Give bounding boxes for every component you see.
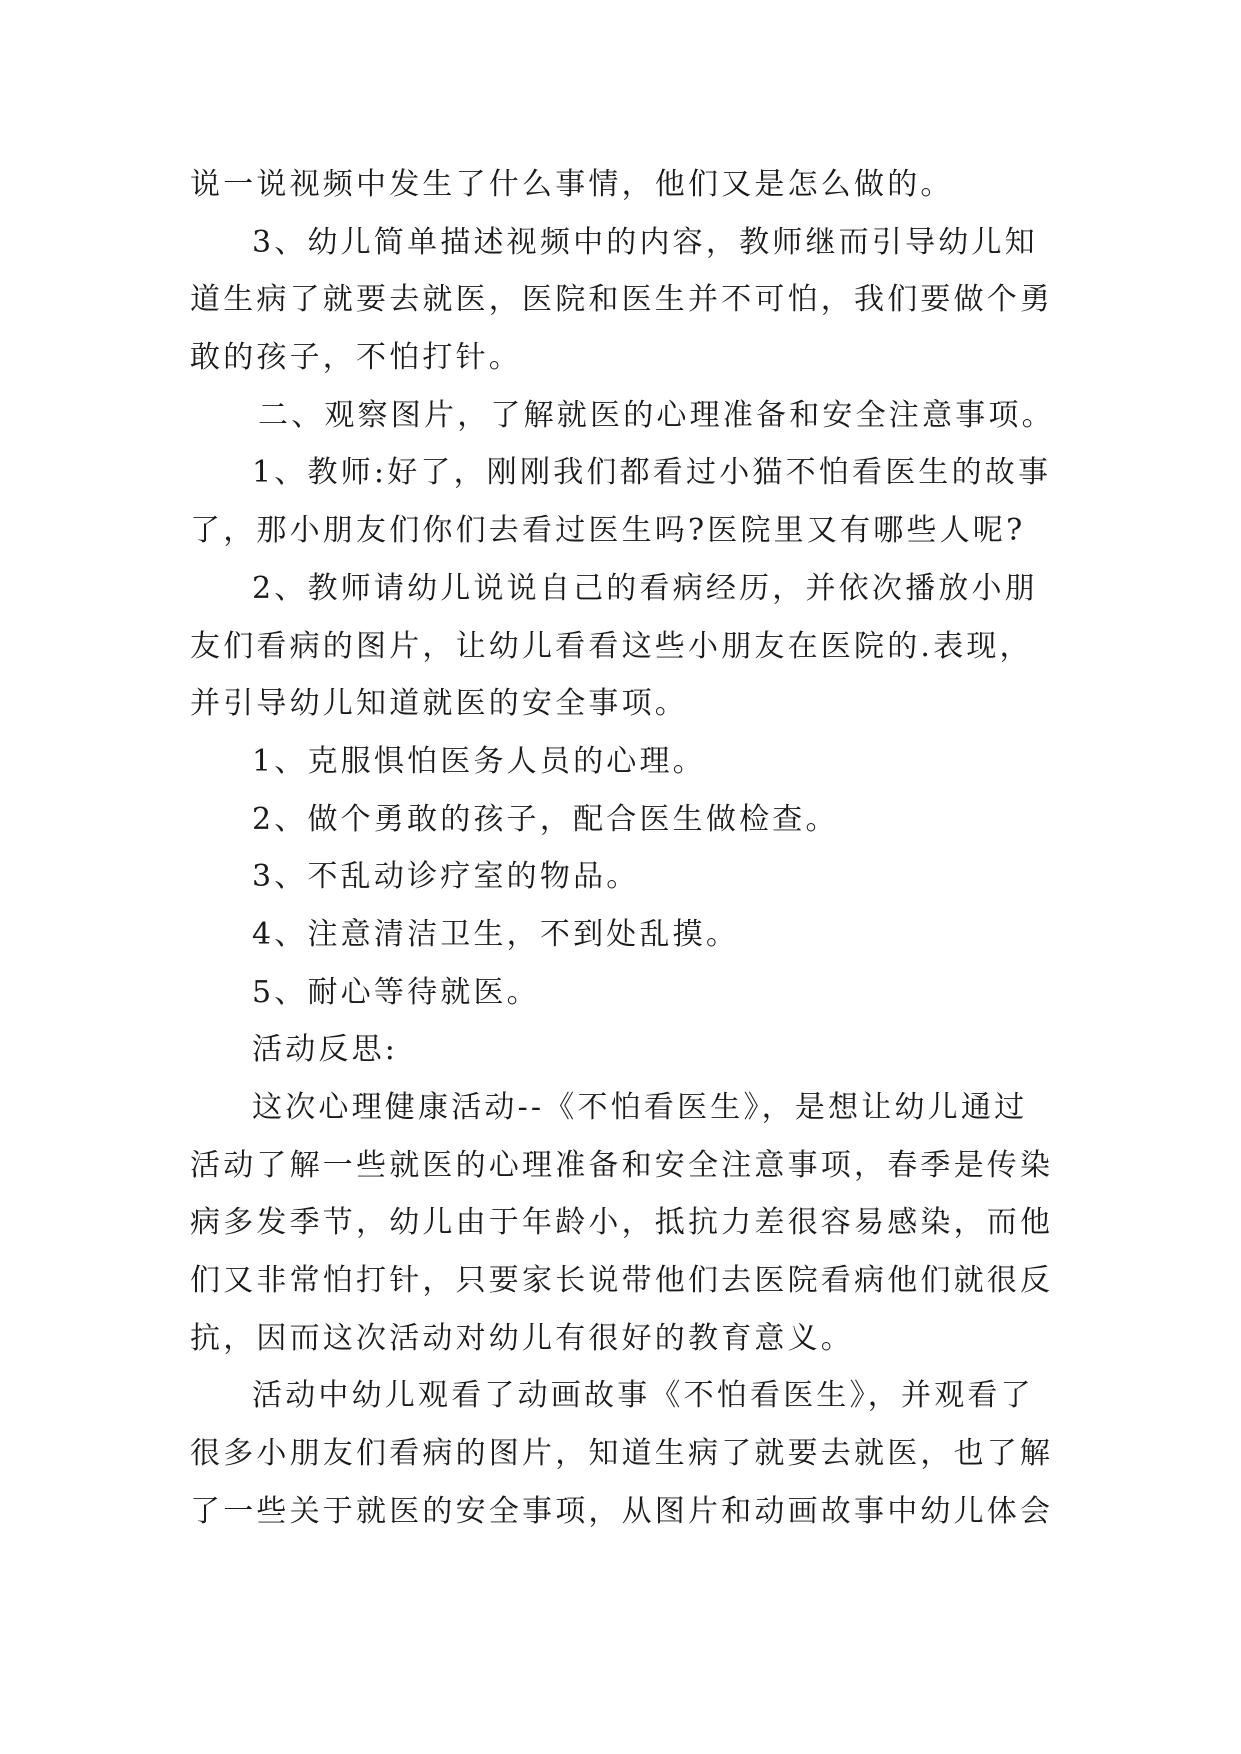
text-line: 敢的孩子，不怕打针。 <box>190 340 522 376</box>
list-item: 2、做个勇敢的孩子，配合医生做检查。 <box>252 801 839 837</box>
text-line: 3、幼儿简单描述视频中的内容，教师继而引导幼儿知 <box>252 224 1038 260</box>
text-line: 了，那小朋友们你们去看过医生吗?医院里又有哪些人呢? <box>190 513 1026 549</box>
text-line: 活动中幼儿观看了动画故事《不怕看医生》，并观看了 <box>252 1378 1034 1414</box>
text-line: 病多发季节，幼儿由于年龄小，抵抗力差很容易感染，而他 <box>190 1205 1054 1241</box>
text-line: 道生病了就要去就医，医院和医生并不可怕，我们要做个勇 <box>190 282 1054 318</box>
list-item: 1、克服惧怕医务人员的心理。 <box>252 743 706 779</box>
list-item: 5、耐心等待就医。 <box>252 974 540 1010</box>
text-line: 1、教师:好了，刚刚我们都看过小猫不怕看医生的故事 <box>252 455 1052 491</box>
text-line: 说一说视频中发生了什么事情，他们又是怎么做的。 <box>190 167 954 202</box>
text-line: 友们看病的图片，让幼儿看看这些小朋友在医院的.表现， <box>190 628 1033 664</box>
reflection-heading: 活动反思: <box>252 1032 399 1068</box>
text-line: 这次心理健康活动--《不怕看医生》，是想让幼儿通过 <box>252 1090 1028 1125</box>
text-line: 抗，因而这次活动对幼儿有很好的教育意义。 <box>190 1320 854 1356</box>
text-line: 很多小朋友们看病的图片，知道生病了就要去就医，也了解 <box>190 1436 1054 1472</box>
text-line: 活动了解一些就医的心理准备和安全注意事项，春季是传染 <box>190 1147 1054 1183</box>
text-line: 了一些关于就医的安全事项，从图片和动画故事中幼儿体会 <box>190 1493 1054 1529</box>
text-line: 2、教师请幼儿说说自己的看病经历，并依次播放小朋 <box>252 570 1038 606</box>
text-line: 并引导幼儿知道就医的安全事项。 <box>190 686 688 722</box>
text-line: 们又非常怕打针，只要家长说带他们去医院看病他们就很反 <box>190 1263 1054 1299</box>
list-item: 4、注意清洁卫生，不到处乱摸。 <box>252 916 740 952</box>
list-item: 3、不乱动诊疗室的物品。 <box>252 859 640 895</box>
section-heading: 二、观察图片，了解就医的心理准备和安全注意事项。 <box>258 397 1055 433</box>
document-body <box>190 156 1070 1541</box>
